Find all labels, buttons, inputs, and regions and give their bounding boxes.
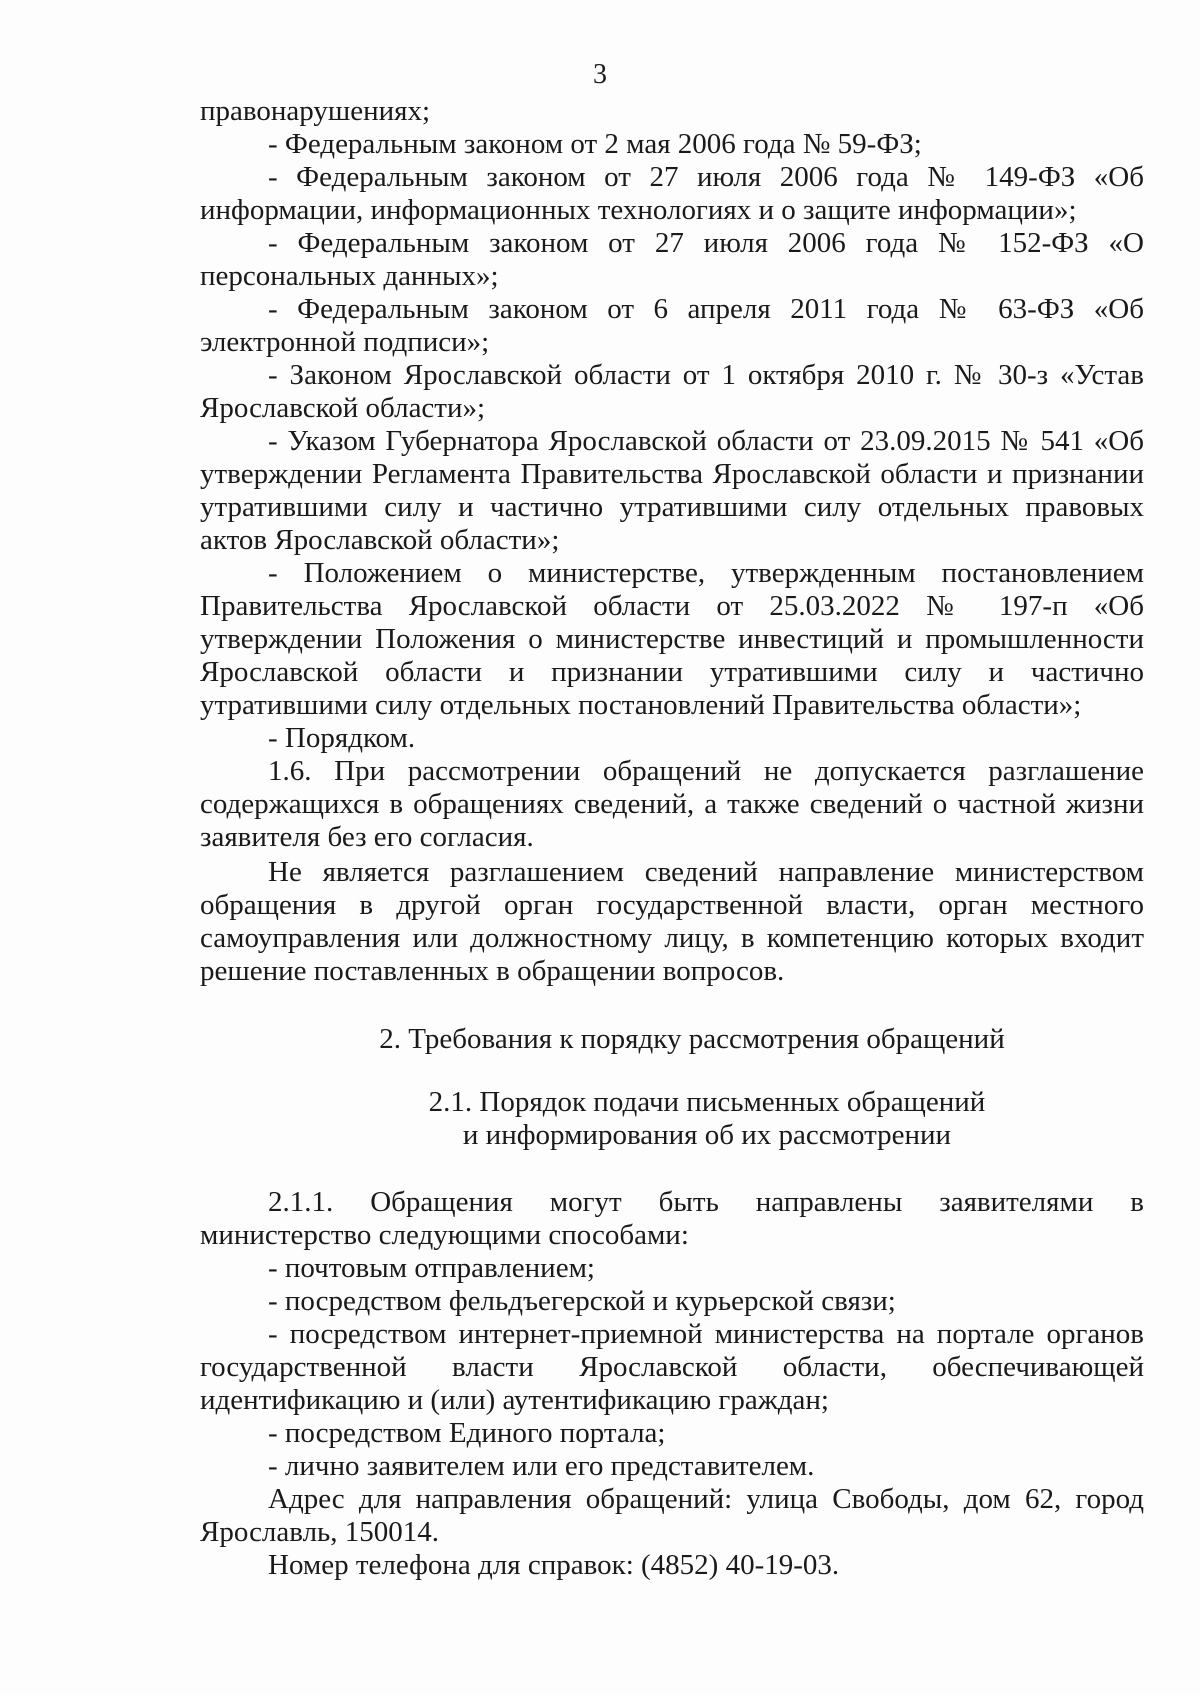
list-item-law-59: - Федеральным законом от 2 мая 2006 года № 59-ФЗ; [268, 128, 922, 160]
list-item-law-152: - Федеральным законом от 27 июля 2006 года № 152-ФЗ «О персональных данных»; [200, 227, 1144, 292]
subsection-heading-line-1: 2.1. Порядок подачи письменных обращений [428, 1086, 986, 1118]
paragraph-not-disclosure: Не является разглашением сведений направление министерством обращения в другой орган государственной власти, орган местного самоуправления или должностному лицу, в компетенцию которых входит решение поставленных в обращении вопросов. [200, 856, 1144, 987]
list-item-postal: - почтовым отправлением; [268, 1252, 595, 1284]
list-item-procedure: - Порядком. [268, 722, 416, 754]
list-item-regional-charter: - Законом Ярославской области от 1 октября 2010 г. № 30-з «Устав Ярославской области»; [200, 359, 1144, 424]
document-body [200, 95, 1144, 1582]
paragraph-1-6: 1.6. При рассмотрении обращений не допускается разглашение содержащихся в обращениях сведений, а также сведений о частной жизни заявителя без его согласия. [200, 755, 1144, 853]
subsection-heading [200, 1086, 1144, 1152]
list-item-law-149: - Федеральным законом от 27 июля 2006 года № 149-ФЗ «Об информации, информационных технологиях и о защите информации»; [200, 161, 1144, 226]
list-item-governor-decree: - Указом Губернатора Ярославской области от 23.09.2015 № 541 «Об утверждении Регламента Правительства Ярославской области и признании утратившими силу и частично утратившими силу отдельных правовых актов Ярославской области»; [200, 425, 1144, 556]
phone-paragraph: Номер телефона для справок: (4852) 40-19-03. [268, 1549, 840, 1581]
list-item-internet-reception: - посредством интернет-приемной министерства на портале органов государственной власти Ярославской области, обеспечивающей идентификацию и (или) аутентификацию граждан; [200, 1318, 1144, 1416]
page-number: 3 [593, 59, 607, 90]
list-item-courier: - посредством фельдъегерской и курьерской связи; [268, 1285, 896, 1317]
list-item-ministry-regulation: - Положением о министерстве, утвержденным постановлением Правительства Ярославской области от 25.03.2022 № 197-п «Об утверждении Положения о министерстве инвестиций и промышленности Ярославской области и признании утратившими силу и частично утратившими силу отдельных постановлений Правительства области»; [200, 557, 1144, 721]
list-item-law-63: - Федеральным законом от 6 апреля 2011 года № 63-ФЗ «Об электронной подписи»; [200, 293, 1144, 358]
address-paragraph: Адрес для направления обращений: улица Свободы, дом 62, город Ярославль, 150014. [200, 1483, 1144, 1548]
paragraph-2-1-1: 2.1.1. Обращения могут быть направлены заявителями в министерство следующими способами: [200, 1186, 1144, 1251]
list-item-in-person: - лично заявителем или его представителем. [268, 1450, 815, 1482]
list-item-unified-portal: - посредством Единого портала; [268, 1417, 666, 1449]
section-heading: 2. Требования к порядку рассмотрения обращений [379, 1023, 1005, 1055]
subsection-heading-line-2: и информирования об их рассмотрении [462, 1119, 952, 1151]
paragraph-continuation: правонарушениях; [200, 95, 431, 127]
